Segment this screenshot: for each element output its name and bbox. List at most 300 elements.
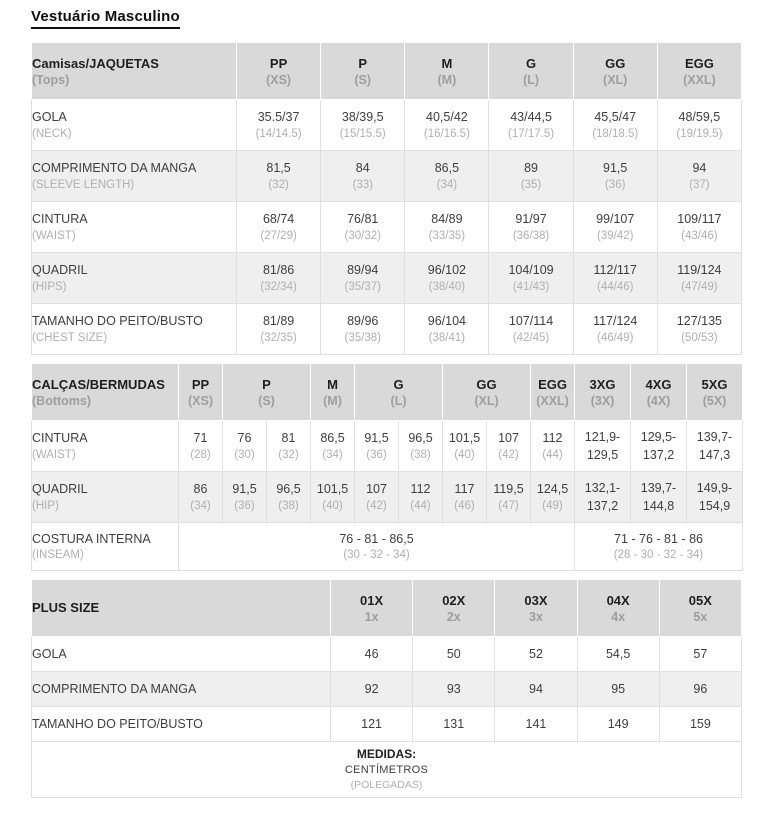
tops-size-table (31, 42, 742, 355)
value-cm: 91/97 (515, 212, 547, 227)
table-subtitle: (Tops) (32, 73, 70, 88)
table-row-waist (32, 202, 742, 253)
value-in: (30) (234, 448, 255, 461)
size-value (489, 100, 573, 151)
size-value (531, 421, 575, 472)
value-cm: 149,9-154,9 (696, 480, 733, 513)
value-in: (40) (454, 448, 475, 461)
value-cm: 94 (692, 161, 707, 176)
value-cm: 101,5 (316, 482, 349, 497)
table-row-waist (32, 421, 743, 472)
value-cm: 101,5 (448, 431, 481, 446)
size-value (657, 100, 741, 151)
value-cm: 84/89 (431, 212, 463, 227)
size-sublabel: (XS) (266, 73, 292, 88)
size-header-p (321, 43, 405, 100)
row-label (32, 100, 237, 151)
value-in: (42) (366, 499, 387, 512)
measurements-unit-secondary: (POLEGADAS) (350, 779, 423, 792)
value-in: (35) (520, 178, 542, 191)
size-value (531, 472, 575, 523)
value-in: (36) (604, 178, 626, 191)
size-sublabel: 1x (364, 610, 379, 625)
value-in: (38) (410, 448, 431, 461)
value-cm: 129,5-137,2 (640, 429, 677, 462)
size-value (223, 421, 267, 472)
measure-name: COSTURA INTERNA (32, 531, 151, 546)
value-in: (36) (366, 448, 387, 461)
size-value (267, 421, 311, 472)
size-value (657, 253, 741, 304)
size-label: G (393, 376, 404, 392)
value-in: (33/35) (428, 229, 466, 242)
size-value (495, 672, 577, 707)
value-cm: 38/39,5 (341, 110, 384, 125)
size-value (489, 304, 573, 355)
size-label: 3XG (589, 376, 616, 392)
measure-name: COMPRIMENTO DA MANGA (32, 681, 197, 696)
value-in: (41/43) (512, 280, 550, 293)
size-value (631, 472, 687, 523)
size-header-04x (577, 580, 659, 637)
value-cm: 139,7-144,8 (640, 480, 677, 513)
value-in: (43/46) (681, 229, 718, 242)
size-value (179, 472, 223, 523)
size-value (573, 304, 657, 355)
row-label (32, 304, 237, 355)
row-label (32, 637, 331, 672)
value-cm: 149 (607, 716, 629, 731)
value-cm: 91,5 (603, 161, 628, 176)
value-cm: 124,5 (536, 482, 569, 497)
size-label: 4XG (645, 376, 672, 392)
bottoms-table-title-cell (32, 364, 179, 421)
measurements-note (32, 742, 742, 798)
value-cm: 68/74 (262, 212, 295, 227)
value-in: (28 - 30 - 32 - 34) (613, 549, 704, 562)
value-in: (14/14.5) (255, 127, 302, 140)
value-in: (19/19.5) (676, 127, 723, 140)
size-value (321, 151, 405, 202)
size-value (413, 637, 495, 672)
measurements-note-title: MEDIDAS: (356, 747, 417, 762)
size-header-m (311, 364, 355, 421)
size-value (331, 707, 413, 742)
value-cm: 89/94 (347, 263, 379, 278)
value-in: (34) (436, 178, 458, 191)
value-cm: 91,5 (232, 482, 257, 497)
value-in: (37) (689, 178, 710, 191)
table-row-hips (32, 253, 742, 304)
size-label: G (525, 55, 537, 71)
size-value (355, 472, 399, 523)
measure-name: QUADRIL (32, 482, 88, 497)
size-sublabel: (4X) (646, 394, 671, 409)
size-value (489, 253, 573, 304)
size-value (331, 637, 413, 672)
size-header-01x (331, 580, 413, 637)
size-value (657, 304, 741, 355)
size-value (267, 472, 311, 523)
value-in: (15/15.5) (339, 127, 386, 140)
value-cm: 112 (542, 431, 563, 446)
size-value (405, 253, 489, 304)
value-cm: 46 (364, 646, 379, 661)
value-in: (44) (542, 448, 563, 461)
size-value (237, 151, 321, 202)
size-label: 05X (688, 592, 712, 608)
value-in: (32/35) (260, 331, 297, 344)
value-cm: 35.5/37 (257, 110, 300, 125)
size-sublabel: 5x (693, 610, 708, 625)
size-value (311, 472, 355, 523)
size-label: PP (269, 55, 288, 71)
size-value (487, 421, 531, 472)
value-in: (35/37) (344, 280, 381, 293)
size-header-pp (237, 43, 321, 100)
row-label (32, 672, 331, 707)
size-value (321, 253, 405, 304)
value-cm: 107 (498, 431, 519, 446)
value-cm: 71 - 76 - 81 - 86 (614, 531, 703, 546)
size-sublabel: (S) (354, 73, 372, 88)
size-value (489, 151, 573, 202)
size-value (405, 304, 489, 355)
value-in: (47/49) (681, 280, 718, 293)
size-value (405, 151, 489, 202)
value-cm: 84 (355, 161, 370, 176)
value-cm: 81 (281, 431, 296, 446)
size-value (443, 472, 487, 523)
size-value (237, 202, 321, 253)
size-value (399, 421, 443, 472)
size-value (405, 202, 489, 253)
size-value (659, 672, 741, 707)
size-header-p (223, 364, 311, 421)
value-in: (49) (542, 499, 563, 512)
measure-name-en: (SLEEVE LENGTH) (32, 178, 135, 191)
value-cm: 112 (410, 482, 431, 497)
table-row-neck (32, 637, 742, 672)
value-in: (34) (322, 448, 343, 461)
size-value (631, 421, 687, 472)
tops-table-title-cell (32, 43, 237, 100)
size-value (573, 100, 657, 151)
value-cm: 81,5 (266, 161, 291, 176)
value-cm: 117 (454, 482, 475, 497)
table-row-hip (32, 472, 743, 523)
value-in: (33) (352, 178, 373, 191)
bottoms-size-table (31, 363, 743, 571)
value-in: (47) (498, 499, 519, 512)
size-sublabel: (XXL) (536, 394, 569, 409)
size-header-05x (659, 580, 741, 637)
value-cm: 81/89 (262, 314, 295, 329)
size-header-g (355, 364, 443, 421)
value-cm: 96,5 (408, 431, 433, 446)
measure-name-en: (NECK) (32, 127, 72, 140)
measure-name: CINTURA (32, 431, 88, 446)
size-header-03x (495, 580, 577, 637)
size-value (573, 151, 657, 202)
value-in: (39/42) (596, 229, 634, 242)
size-value (321, 202, 405, 253)
size-sublabel: (XS) (188, 394, 213, 409)
bottoms-header-row (32, 364, 743, 421)
size-value (687, 472, 743, 523)
value-cm: 99/107 (596, 212, 635, 227)
value-cm: 104/109 (508, 263, 554, 278)
tops-header-row (32, 43, 742, 100)
inseam-extended-sizes-value (575, 523, 743, 571)
size-sublabel: (M) (437, 73, 457, 88)
measure-name: TAMANHO DO PEITO/BUSTO (32, 314, 203, 329)
value-in: (32) (278, 448, 299, 461)
size-header-4xg (631, 364, 687, 421)
row-label (32, 523, 179, 571)
size-value (413, 707, 495, 742)
size-value (321, 100, 405, 151)
size-label: M (441, 55, 453, 71)
size-header-pp (179, 364, 223, 421)
table-title: CALÇAS/BERMUDAS (32, 376, 165, 392)
size-value (573, 253, 657, 304)
row-label (32, 253, 237, 304)
size-value (443, 421, 487, 472)
value-cm: 121 (361, 716, 383, 731)
size-header-02x (413, 580, 495, 637)
value-cm: 107/114 (508, 314, 554, 329)
value-in: (46) (454, 499, 475, 512)
size-value (659, 637, 741, 672)
size-sublabel: 2x (446, 610, 461, 625)
size-value (179, 421, 223, 472)
value-in: (44/46) (596, 280, 634, 293)
value-cm: 89/96 (347, 314, 379, 329)
size-label: EGG (538, 376, 567, 392)
value-cm: 50 (446, 646, 461, 661)
value-cm: 112/117 (593, 263, 637, 278)
plus-size-table (31, 579, 742, 798)
value-cm: 132,1-137,2 (584, 480, 621, 513)
value-in: (16/16.5) (423, 127, 470, 140)
row-label (32, 707, 331, 742)
table-row-chest-size (32, 304, 742, 355)
value-in: (44) (410, 499, 431, 512)
table-row-neck (32, 100, 742, 151)
value-cm: 141 (525, 716, 547, 731)
size-value (413, 672, 495, 707)
table-row-sleeve-length (32, 151, 742, 202)
inseam-standard-sizes-value (179, 523, 575, 571)
size-value (321, 304, 405, 355)
size-label: 02X (442, 592, 466, 608)
plus-table-title-cell (32, 580, 331, 637)
value-in: (38/40) (428, 280, 466, 293)
value-cm: 96/102 (427, 263, 466, 278)
size-value (331, 672, 413, 707)
size-value (575, 421, 631, 472)
value-cm: 92 (364, 681, 379, 696)
measure-name: GOLA (32, 110, 67, 125)
page-title: Vestuário Masculino (31, 8, 180, 29)
plus-header-row (32, 580, 742, 637)
value-in: (32/34) (260, 280, 297, 293)
value-in: (46/49) (596, 331, 634, 344)
size-value (495, 707, 577, 742)
value-in: (42/45) (512, 331, 550, 344)
size-value (577, 637, 659, 672)
value-cm: 139,7-147,3 (696, 429, 733, 462)
value-in: (18/18.5) (592, 127, 639, 140)
size-header-egg (531, 364, 575, 421)
size-header-m (405, 43, 489, 100)
measure-name-en: (INSEAM) (32, 549, 84, 562)
measure-name: QUADRIL (32, 263, 88, 278)
value-cm: 52 (529, 646, 543, 661)
value-in: (34) (190, 499, 211, 512)
value-cm: 40,5/42 (426, 110, 468, 125)
measure-name-en: (WAIST) (32, 229, 76, 242)
size-label: 01X (360, 592, 384, 608)
row-label (32, 202, 237, 253)
table-subtitle: (Bottoms) (32, 394, 92, 409)
value-in: (28) (190, 448, 211, 461)
value-cm: 117/124 (593, 314, 638, 329)
value-cm: 94 (529, 681, 543, 696)
size-value (657, 151, 741, 202)
value-cm: 45,5/47 (594, 110, 637, 125)
size-label: GG (476, 376, 497, 392)
value-in: (50/53) (681, 331, 718, 344)
size-value (573, 202, 657, 253)
size-label: 04X (606, 592, 630, 608)
size-header-5xg (687, 364, 743, 421)
table-row-inseam (32, 523, 743, 571)
value-cm: 86 (193, 482, 208, 497)
value-in: (36/38) (512, 229, 550, 242)
value-in: (30/32) (344, 229, 381, 242)
size-sublabel: (XL) (474, 394, 499, 409)
size-label: GG (605, 55, 626, 71)
value-cm: 89 (524, 161, 538, 176)
measure-name-en: (CHEST SIZE) (32, 331, 108, 344)
size-value (223, 472, 267, 523)
size-header-gg (573, 43, 657, 100)
size-sublabel: 4x (611, 610, 626, 625)
size-label: M (327, 376, 338, 392)
table-row-measurement-units (32, 742, 742, 798)
size-value (659, 707, 741, 742)
measure-name-en: (HIP) (32, 499, 59, 512)
size-value (657, 202, 741, 253)
value-in: (40) (322, 499, 343, 512)
size-value (237, 100, 321, 151)
row-label (32, 472, 179, 523)
value-cm: 121,9-129,5 (584, 429, 621, 462)
size-header-g (489, 43, 573, 100)
value-cm: 86,5 (434, 161, 460, 176)
size-sublabel: (S) (258, 394, 275, 409)
value-in: (35/38) (344, 331, 381, 344)
table-title: Camisas/JAQUETAS (32, 55, 159, 71)
value-cm: 96/104 (427, 314, 466, 329)
value-cm: 109/117 (677, 212, 722, 227)
value-cm: 54,5 (605, 646, 631, 661)
value-cm: 48/59,5 (678, 110, 721, 125)
size-sublabel: (M) (323, 394, 342, 409)
measure-name-en: (HIPS) (32, 280, 67, 293)
size-label: 5XG (701, 376, 728, 392)
size-value (495, 637, 577, 672)
size-value (489, 202, 573, 253)
value-in: (32) (268, 178, 289, 191)
value-cm: 86,5 (320, 431, 345, 446)
size-header-egg (657, 43, 741, 100)
size-value (487, 472, 531, 523)
size-value (577, 707, 659, 742)
row-label (32, 421, 179, 472)
value-in: (38) (278, 499, 299, 512)
value-cm: 96 (693, 681, 708, 696)
measure-name: TAMANHO DO PEITO/BUSTO (32, 716, 203, 731)
size-label: 03X (524, 592, 548, 608)
value-cm: 127/135 (676, 314, 722, 329)
row-label (32, 151, 237, 202)
value-cm: 96,5 (276, 482, 301, 497)
size-label: P (262, 376, 271, 392)
value-cm: 57 (693, 646, 708, 661)
size-sublabel: (L) (523, 73, 540, 88)
value-cm: 76 - 81 - 86,5 (339, 531, 414, 546)
size-value (311, 421, 355, 472)
size-sublabel: (XL) (603, 73, 628, 88)
measure-name: GOLA (32, 646, 67, 661)
value-in: (27/29) (260, 229, 297, 242)
value-cm: 93 (446, 681, 461, 696)
size-value (355, 421, 399, 472)
size-value (237, 304, 321, 355)
value-in: (36) (234, 499, 255, 512)
size-sublabel: (L) (390, 394, 407, 409)
size-label: P (358, 55, 368, 71)
value-cm: 131 (443, 716, 465, 731)
size-value (577, 672, 659, 707)
table-row-sleeve-length (32, 672, 742, 707)
value-cm: 91,5 (364, 431, 389, 446)
size-header-3xg (575, 364, 631, 421)
table-row-chest-size (32, 707, 742, 742)
value-cm: 119/124 (677, 263, 722, 278)
value-cm: 159 (689, 716, 711, 731)
size-sublabel: (XXL) (683, 73, 716, 88)
measure-name: CINTURA (32, 212, 88, 227)
size-value (237, 253, 321, 304)
size-value (399, 472, 443, 523)
size-header-gg (443, 364, 531, 421)
size-sublabel: (3X) (590, 394, 615, 409)
size-sublabel: 3x (529, 610, 543, 625)
size-label: PP (191, 376, 210, 392)
size-value (687, 421, 743, 472)
size-sublabel: (5X) (702, 394, 727, 409)
size-value (575, 472, 631, 523)
size-value (405, 100, 489, 151)
measure-name-en: (WAIST) (32, 448, 76, 461)
value-cm: 95 (611, 681, 626, 696)
value-cm: 119,5 (493, 482, 524, 497)
value-cm: 76/81 (347, 212, 379, 227)
